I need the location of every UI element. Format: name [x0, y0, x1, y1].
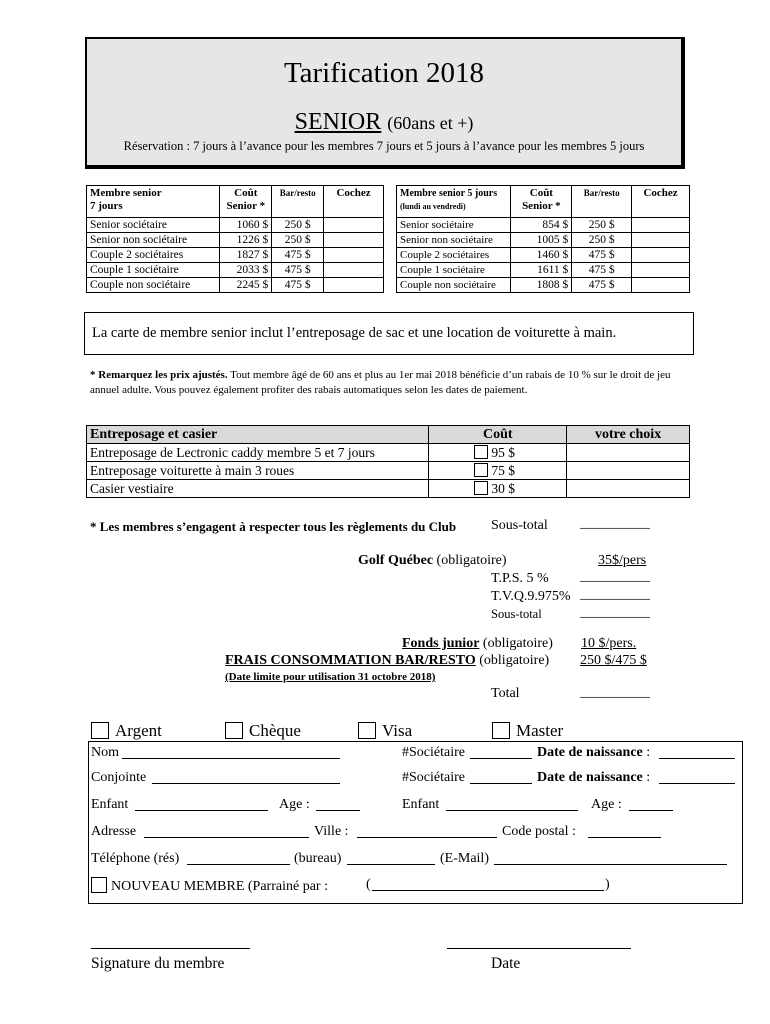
commitment-note: * Les membres s’engagent à respecter tous les règlements du Club [90, 519, 457, 534]
subtotal-label: Sous-total [491, 518, 548, 533]
table-row: Senior non sociétaire 1226 $ 250 $ [87, 233, 384, 248]
membership-note: La carte de membre senior inclut l’entreposage de sac et une location de voiturette à main. [84, 312, 694, 355]
conjointe-label: Conjointe [91, 770, 147, 785]
table-row: Couple non sociétaire 1808 $ 475 $ [397, 278, 690, 293]
nouveau-membre[interactable]: NOUVEAU MEMBRE (Parrainé par : [91, 877, 328, 895]
date-limit: (Date limite pour utilisation 31 octobre 2018) [225, 671, 436, 683]
subtotal2-field[interactable]: __________ [580, 605, 650, 620]
bureau-field[interactable] [347, 864, 435, 865]
nom-field[interactable] [122, 758, 340, 759]
enfant-label: Enfant [402, 797, 440, 812]
golf-quebec-label: Golf Québec (obligatoire) [358, 553, 507, 568]
telephone-field[interactable] [187, 864, 290, 865]
payment-master[interactable]: Master [492, 721, 563, 741]
page-title: Tarification 2018 [283, 57, 485, 89]
rates-table-7-days [86, 185, 384, 293]
choice-cell[interactable] [567, 444, 690, 462]
table-row: Couple 2 sociétaires 1827 $ 475 $ [87, 248, 384, 263]
fonds-junior-value: 10 $/pers. [581, 636, 637, 651]
email-label: (E-Mail) [440, 851, 489, 866]
storage-checkbox[interactable] [474, 481, 488, 495]
col-member-header: Membre senior 7 jours [87, 186, 220, 218]
category-line [87, 109, 681, 136]
table-row: Entreposage de Lectronic caddy membre 5 et 7 jours 95 $ [87, 444, 690, 462]
check-cell[interactable] [324, 263, 384, 278]
table-row: Senior non sociétaire 1005 $ 250 $ [397, 233, 690, 248]
checkbox-icon[interactable] [225, 722, 243, 739]
rates-table-5-days [396, 185, 690, 293]
col-cost-header: Coût [429, 426, 567, 444]
col-member-header: Membre senior 5 jours (lundi au vendredi) [397, 186, 511, 218]
table-row: Couple non sociétaire 2245 $ 475 $ [87, 278, 384, 293]
enfant-field[interactable] [446, 810, 578, 811]
checkbox-icon[interactable] [91, 877, 107, 893]
payment-argent[interactable]: Argent [91, 721, 162, 741]
subtotal-field[interactable]: __________ [580, 516, 650, 531]
table-row: Entreposage voiturette à main 3 roues 75 $ [87, 462, 690, 480]
col-cost-header: Coût Senior * [511, 186, 572, 218]
storage-checkbox[interactable] [474, 463, 488, 477]
tps-label: T.P.S. 5 % [491, 571, 549, 586]
tvq-field[interactable]: __________ [580, 587, 650, 602]
societaire-field[interactable] [470, 783, 532, 784]
fonds-junior-label: Fonds junior (obligatoire) [402, 636, 553, 651]
nom-label: Nom [91, 745, 119, 760]
col-choice-header: votre choix [567, 426, 690, 444]
table-row: Couple 1 sociétaire 1611 $ 475 $ [397, 263, 690, 278]
check-cell[interactable] [324, 248, 384, 263]
open-paren: ( [366, 877, 371, 892]
category-label: SENIOR [294, 109, 382, 135]
adresse-field[interactable] [144, 837, 309, 838]
col-check-header: Cochez [632, 186, 690, 218]
col-check-header: Cochez [324, 186, 384, 218]
ville-field[interactable] [357, 837, 497, 838]
col-bar-header: Bar/resto [572, 186, 632, 218]
total-field[interactable]: __________ [580, 685, 650, 700]
check-cell[interactable] [632, 263, 690, 278]
storage-checkbox[interactable] [474, 445, 488, 459]
table-row: Couple 2 sociétaires 1460 $ 475 $ [397, 248, 690, 263]
choice-cell[interactable] [567, 480, 690, 498]
golf-quebec-value: 35$/pers [598, 553, 647, 568]
enfant-field[interactable] [135, 810, 268, 811]
checkbox-icon[interactable] [91, 722, 109, 739]
choice-cell[interactable] [567, 462, 690, 480]
check-cell[interactable] [632, 248, 690, 263]
title-box [85, 37, 685, 169]
code-postal-field[interactable] [588, 837, 661, 838]
frais-value: 250 $/475 $ [580, 653, 647, 668]
check-cell[interactable] [324, 233, 384, 248]
dob-label: Date de naissance : [537, 745, 651, 760]
close-paren: ) [605, 877, 610, 892]
payment-visa[interactable]: Visa [358, 721, 412, 741]
age-label: Age : [591, 797, 622, 812]
societaire-label: #Sociétaire [402, 745, 465, 760]
col-bar-header: Bar/resto [272, 186, 324, 218]
frais-label: FRAIS CONSOMMATION BAR/RESTO (obligatoire) [225, 653, 550, 668]
enfant-label: Enfant [91, 797, 129, 812]
bureau-label: (bureau) [294, 851, 342, 866]
check-cell[interactable] [632, 233, 690, 248]
dob-field[interactable] [659, 783, 735, 784]
storage-table [86, 425, 690, 498]
ville-label: Ville : [314, 824, 349, 839]
code-postal-label: Code postal : [502, 824, 576, 839]
age-field[interactable] [316, 810, 360, 811]
adresse-label: Adresse [91, 824, 137, 839]
table-row: Casier vestiaire 30 $ [87, 480, 690, 498]
payment-cheque[interactable]: Chèque [225, 721, 301, 741]
dob-field[interactable] [659, 758, 735, 759]
check-cell[interactable] [632, 218, 690, 233]
subtotal2-label: Sous-total [491, 607, 542, 621]
check-cell[interactable] [324, 278, 384, 293]
tvq-label: T.V.Q.9.975% [491, 589, 571, 604]
age-field[interactable] [629, 810, 673, 811]
date-label: Date [491, 955, 521, 972]
checkbox-icon[interactable] [492, 722, 510, 739]
check-cell[interactable] [632, 278, 690, 293]
tps-field[interactable]: __________ [580, 569, 650, 584]
col-item-header: Entreposage et casier [87, 426, 429, 444]
societaire-label: #Sociétaire [402, 770, 465, 785]
telephone-label: Téléphone (rés) [91, 851, 180, 866]
signature-line[interactable] [91, 948, 250, 949]
total-label: Total [491, 686, 520, 701]
table-row: Senior sociétaire 854 $ 250 $ [397, 218, 690, 233]
signature-label: Signature du membre [91, 955, 225, 972]
societaire-field[interactable] [470, 758, 532, 759]
table-row: Senior sociétaire 1060 $ 250 $ [87, 218, 384, 233]
col-cost-header: Coût Senior * [220, 186, 272, 218]
checkbox-icon[interactable] [358, 722, 376, 739]
price-remark: * Remarquez les prix ajustés. Tout membre âgé de 60 ans et plus au 1er mai 2018 bénéficie d’un rabais de 10 % sur le droit de jeu annuel adulte. Vous pouvez également profiter des rabais automatiques selon les dates de paiement. [90, 369, 671, 396]
parrain-field[interactable] [372, 890, 604, 891]
dob-label: Date de naissance : [537, 770, 651, 785]
conjointe-field[interactable] [152, 783, 340, 784]
email-field[interactable] [494, 864, 727, 865]
age-label: Age : [279, 797, 310, 812]
reservation-note: Réservation : 7 jours à l’avance pour les membres 7 jours et 5 jours à l’avance pour les membres 5 jours [123, 139, 645, 153]
check-cell[interactable] [324, 218, 384, 233]
age-note: (60ans et +) [387, 113, 474, 133]
date-line[interactable] [447, 948, 631, 949]
table-row: Couple 1 sociétaire 2033 $ 475 $ [87, 263, 384, 278]
